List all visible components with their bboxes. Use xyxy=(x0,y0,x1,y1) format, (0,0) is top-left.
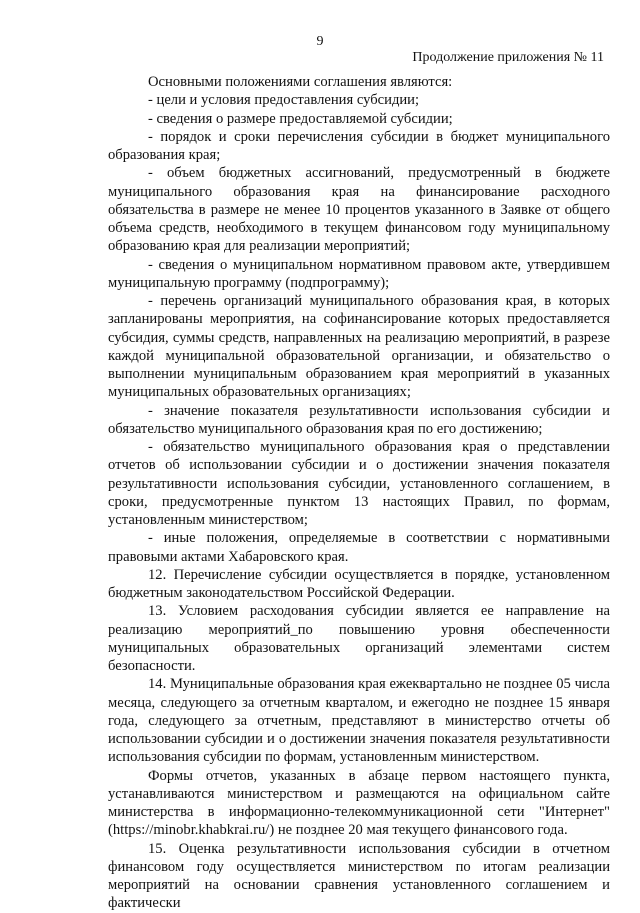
list-item: - обязательство муниципального образования края о представлении отчетов об использовании субсидии и о достижении значения показателя результативности использования субсидии, установленного соглашением, в сроки, предусмотренные пунктом 13 настоящих Правил, по формам, установленным министерством; xyxy=(108,439,610,528)
list-item: - объем бюджетных ассигнований, предусмотренный в бюджете муниципального образования края на финансирование расходного обязательства в размере не менее 10 процентов указанного в Заявке от общего объема средств, необходимого в текущем финансовом году муниципальному образованию края для реализации мероприятий; xyxy=(108,165,610,255)
paragraph-clause-13: 13. Условием расходования субсидии является ее направление на реализацию мероприятий_по повышению уровня обеспеченности муниципальных образовательных организаций элементами систем безопасности. xyxy=(108,603,610,674)
paragraph-report-forms: Формы отчетов, указанных в абзаце первом настоящего пункта, устанавливаются министерством и размещаются на официальном сайте министерства в информационно-телекоммуникационной сети "Интернет" (https://minobr.khabkrai.ru/) не позднее 20 мая текущего финансового года. xyxy=(108,767,610,839)
list-item: - сведения о размере предоставляемой субсидии; xyxy=(148,110,453,127)
page-number: 9 xyxy=(316,34,324,49)
list-item: - значение показателя результативности использования субсидии и обязательство муниципального образования края по его достижению; xyxy=(108,402,610,437)
list-item: - перечень организаций муниципального образования края, в которых запланированы мероприятия, на софинансирование которых предоставляется субсидия, суммы средств, направленных на реализацию мероприятий, в разрезе каждой муниципальной образовательной организации, и обязательство о выполнении муниципальным образованием края мероприятий в указанных муниципальных образовательных организациях; xyxy=(108,293,610,401)
list-item: - сведения о муниципальном нормативном правовом акте, утвердившем муниципальную программу (подпрограмму); xyxy=(108,256,610,291)
paragraph-clause-14: 14. Муниципальные образования края ежеквартально не позднее 05 числа месяца, следующего за отчетным кварталом, и ежегодно не позднее 15 января года, следующего за отчетным, представляют в министерство отчеты об использовании субсидии и о достижении значения показателя результативности использования субсидии по формам, установленным министерством. xyxy=(108,676,610,766)
list-item: - иные положения, определяемые в соответствии с нормативными правовыми актами Хабаровского края. xyxy=(108,530,610,565)
paragraph-intro: Основными положениями соглашения являются: xyxy=(148,74,453,90)
list-item: - порядок и сроки перечисления субсидии в бюджет муниципального образования края; xyxy=(108,128,610,163)
document-body xyxy=(108,73,610,913)
list-item: - цели и условия предоставления субсидии; xyxy=(148,92,420,109)
running-header: Продолжение приложения № 11 xyxy=(412,50,604,65)
paragraph-clause-12: 12. Перечисление субсидии осуществляется в порядке, установленном бюджетным законодательством Российской Федерации. xyxy=(108,566,610,601)
paragraph-clause-15: 15. Оценка результативности использования субсидии в отчетном финансовом году осуществляется министерством по итогам реализации мероприятий на основании сравнения установленного соглашением и фактически xyxy=(108,840,610,912)
